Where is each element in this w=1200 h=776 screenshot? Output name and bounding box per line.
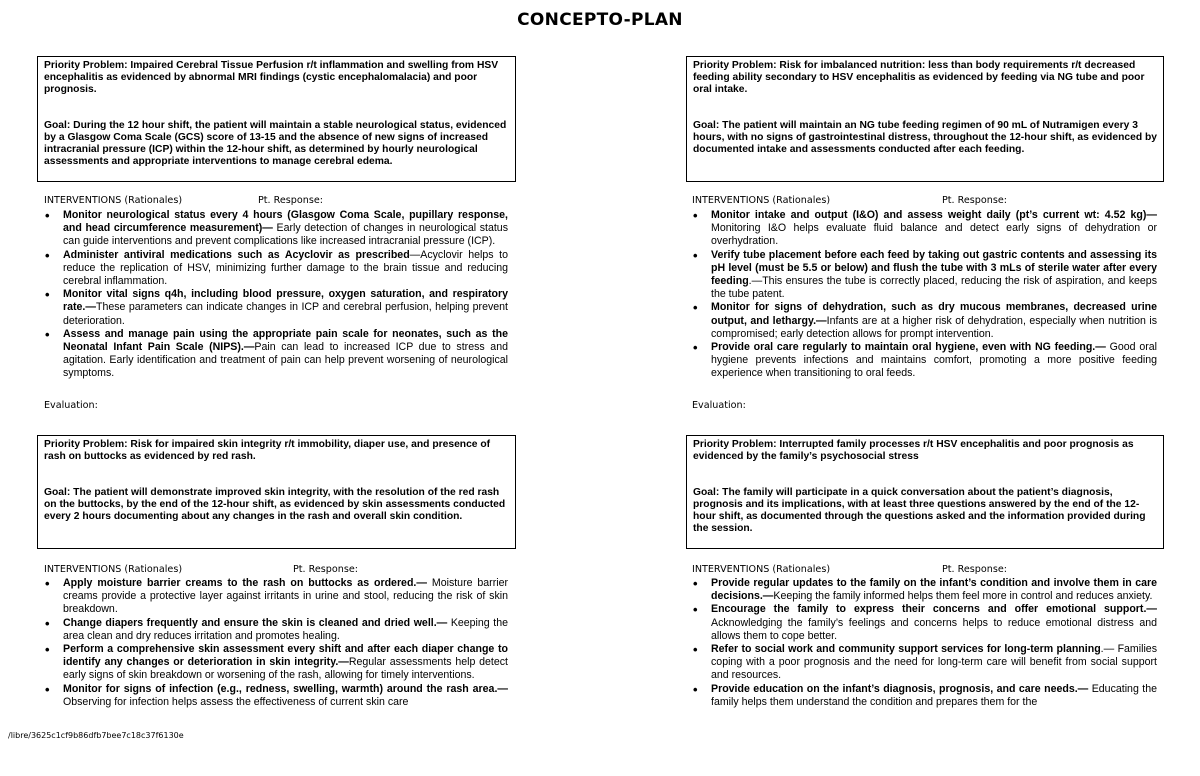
problem-goal-box-3 bbox=[37, 435, 516, 549]
intervention-item: • Administer antiviral medications such as Acyclovir as prescribed—Acyclovir helps to reduce the replication of HSV, minimizing further damage to the brain tissue and reducing cerebral inflammation. bbox=[44, 249, 508, 289]
intervention-item: • Monitor neurological status every 4 hours (Glasgow Coma Scale, pupillary response, and head circumference measurement)— Early detection of changes in neurological status can guide interventions and prevent complications like increased intracranial pressure (ICP). bbox=[44, 209, 508, 249]
footer-path: /libre/3625c1cf9b86dfb7bee7c18c37f6130e bbox=[8, 731, 184, 740]
response-label: Pt. Response: bbox=[293, 564, 358, 575]
goal: Goal: During the 12 hour shift, the patient will maintain a stable neurological status, evidenced by a Glasgow Coma Scale (GCS) score of 13-15 and the absence of new signs of increased intracranial pressure (ICP) within the 12-hour shift, as determined by hourly neurological assessments and appropriate interventions to manage cerebral edema. bbox=[44, 120, 507, 167]
intervention-item: • Apply moisture barrier creams to the rash on buttocks as ordered.— Moisture barrier creams provide a protective layer against irritants in urine and stool, reducing the risk of skin breakdown. bbox=[44, 577, 508, 617]
goal: Goal: The patient will maintain an NG tube feeding regimen of 90 mL of Nutramigen every 3 hours, with no signs of gastrointestinal distress, throughout the 12-hour shift, as evidenced by documented intake and assessments conducted after each feeding. bbox=[693, 120, 1157, 155]
interventions-label: INTERVENTIONS (Rationales) bbox=[692, 195, 831, 206]
page-title: CONCEPTO-PLAN bbox=[517, 10, 683, 30]
problem-goal-box-1 bbox=[37, 56, 516, 182]
interventions-label: INTERVENTIONS (Rationales) bbox=[44, 564, 183, 575]
interventions-label: INTERVENTIONS (Rationales) bbox=[692, 564, 831, 575]
response-label: Pt. Response: bbox=[942, 195, 1007, 206]
intervention-item: • Provide education on the infant’s diagnosis, prognosis, and care needs.— Educating the family helps them understand the condition and prepares them for the bbox=[692, 683, 1157, 709]
intervention-item: • Assess and manage pain using the appropriate pain scale for neonates, such as the Neonatal Infant Pain Scale (NIPS).—Pain can lead to increased ICP due to stress and agitation. Early identification and treatment of pain can help prevent worsening of neurological symptoms. bbox=[44, 328, 508, 381]
intervention-item: • Monitor vital signs q4h, including blood pressure, oxygen saturation, and respiratory rate.—These parameters can indicate changes in ICP and cerebral perfusion, helping prevent deterioration. bbox=[44, 288, 508, 328]
evaluation-label: Evaluation: bbox=[692, 400, 746, 411]
intervention-item: • Change diapers frequently and ensure the skin is cleaned and dried well.— Keeping the area clean and dry reduces irritation and promotes healing. bbox=[44, 617, 508, 643]
intervention-item: • Provide regular updates to the family on the infant’s condition and involve them in care decisions.—Keeping the family informed helps them feel more in control and reduces anxiety. bbox=[692, 577, 1157, 603]
intervention-item: • Provide oral care regularly to maintain oral hygiene, even with NG feeding.— Good oral hygiene prevents infections and maintains comfort, promoting a more positive feeding experience when transitioning to oral feeds. bbox=[692, 341, 1157, 381]
response-label: Pt. Response: bbox=[258, 195, 323, 206]
problem-goal-box-4 bbox=[686, 435, 1164, 549]
interventions-header-2 bbox=[692, 195, 1162, 207]
evaluation-label: Evaluation: bbox=[44, 400, 98, 411]
interventions-header-3 bbox=[44, 564, 514, 576]
problem-goal-box-2 bbox=[686, 56, 1164, 182]
interventions-list-2 bbox=[692, 209, 1157, 381]
intervention-item: • Verify tube placement before each feed by taking out gastric contents and assessing its pH level (must be 5.5 or below) and flush the tube with 3 mLs of sterile water after every feeding.—This ensures the tube is correctly placed, reducing the risk of aspiration, and keeps the tube patent. bbox=[692, 249, 1157, 302]
goal: Goal: The patient will demonstrate improved skin integrity, with the resolution of the red rash on the buttocks, by the end of the 12-hour shift, as evidenced by skin assessments conducted every 2 hours documenting about any changes in the rash and overall skin condition. bbox=[44, 487, 506, 522]
interventions-list-4 bbox=[692, 577, 1157, 709]
goal: Goal: The family will participate in a quick conversation about the patient’s diagnosis, prognosis and its implications, with at least three questions answered by the end of the 12-hour shift, as documented through the questions asked and the information provided during the session. bbox=[693, 487, 1146, 534]
priority-problem: Priority Problem: Risk for imbalanced nutrition: less than body requirements r/t decreased feeding ability secondary to HSV encephalitis as evidenced by feeding via NG tube and poor oral intake. bbox=[693, 60, 1145, 95]
interventions-header-1 bbox=[44, 195, 514, 207]
priority-problem: Priority Problem: Risk for impaired skin integrity r/t immobility, diaper use, and presence of rash on buttocks as evidenced by red rash. bbox=[44, 439, 491, 462]
interventions-label: INTERVENTIONS (Rationales) bbox=[44, 195, 183, 206]
response-label: Pt. Response: bbox=[942, 564, 1007, 575]
intervention-item: • Monitor intake and output (I&O) and assess weight daily (pt’s current wt: 4.52 kg)—Monitoring I&O helps evaluate fluid balance and detect early signs of dehydration or overhydration. bbox=[692, 209, 1157, 249]
intervention-item: • Encourage the family to express their concerns and offer emotional support.— Acknowledging the family’s feelings and concerns helps to reduce emotional distress and allows them to cope better. bbox=[692, 603, 1157, 643]
interventions-list-1 bbox=[44, 209, 508, 381]
intervention-item: • Monitor for signs of infection (e.g., redness, swelling, warmth) around the rash area.—Observing for infection helps assess the effectiveness of current skin care bbox=[44, 683, 508, 709]
interventions-header-4 bbox=[692, 564, 1162, 576]
intervention-item: • Refer to social work and community support services for long-term planning.— Families coping with a poor prognosis and the need for long-term care will benefit from social support and resources. bbox=[692, 643, 1157, 683]
priority-problem: Priority Problem: Interrupted family processes r/t HSV encephalitis and poor prognosis as evidenced by the family’s psychosocial stress bbox=[693, 439, 1134, 462]
intervention-item: • Perform a comprehensive skin assessment every shift and after each diaper change to identify any changes or deterioration in skin integrity.—Regular assessments help detect early signs of skin breakdown or worsening of the rash, allowing for timely interventions. bbox=[44, 643, 508, 683]
intervention-item: • Monitor for signs of dehydration, such as dry mucous membranes, decreased urine output, and lethargy.—Infants are at a higher risk of dehydration, especially when nutrition is compromised; early detection allows for prompt intervention. bbox=[692, 301, 1157, 341]
priority-problem: Priority Problem: Impaired Cerebral Tissue Perfusion r/t inflammation and swelling from HSV encephalitis as evidenced by abnormal MRI findings (cystic encephalomalacia) and poor prognosis. bbox=[44, 60, 499, 95]
interventions-list-3 bbox=[44, 577, 508, 709]
